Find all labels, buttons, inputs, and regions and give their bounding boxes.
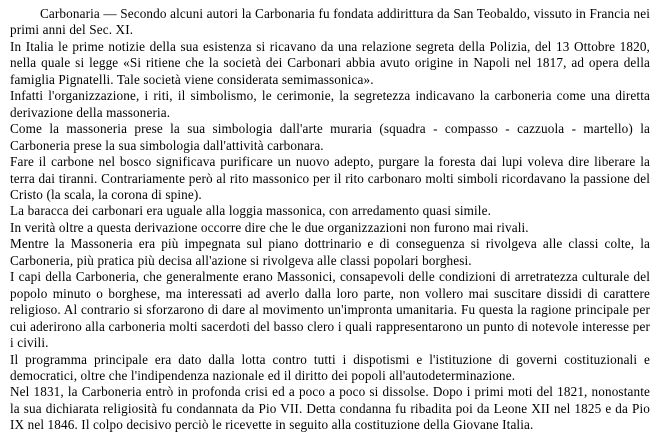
paragraph-3: Infatti l'organizzazione, i riti, il simbolismo, le cerimonie, la segretezza indicavano la carboneria come una diretta derivazione della massoneria. xyxy=(10,88,650,120)
paragraph-1: Carbonaria — Secondo alcuni autori la Carbonaria fu fondata addirittura da San Teobaldo, vissuto in Francia nei primi anni del Sec. XI. xyxy=(10,6,650,38)
paragraph-10: Il programma principale era dato dalla lotta contro tutti i dispotismi e l'istituzione di governi costituzionali e democratici, oltre che l'indipendenza nazionale ed il diritto dei popoli all'autodeterminazione. xyxy=(10,351,650,383)
document-body xyxy=(10,6,650,434)
paragraph-6: La baracca dei carbonari era uguale alla loggia massonica, con arredamento quasi simile. xyxy=(10,203,492,219)
paragraph-8: Mentre la Massoneria era più impegnata sul piano dottrinario e di conseguenza si rivolgeva alle classi colte, la Carboneria, più pratica più decisa all'azione si rivolgeva alle classi popolari borghesi. xyxy=(10,236,650,268)
paragraph-2: In Italia le prime notizie della sua esistenza si ricavano da una relazione segreta della Polizia, del 13 Ottobre 1820, nella quale si legge «Si ritiene che la società dei Carbonari abbia avuto origine in Napoli nel 1817, ad opera della famiglia Pignatelli. Tale società viene considerata semimassonica». xyxy=(10,38,650,87)
paragraph-5: Fare il carbone nel bosco significava purificare un nuovo adepto, purgare la foresta dai lupi voleva dire liberare la terra dai tiranni. Contrariamente però al rito massonico per il rito carbonaro molti simboli ricordavano la passione del Cristo (la scala, la corona di spine). xyxy=(10,154,650,202)
paragraph-4: Come la massoneria prese la sua simbologia dall'arte muraria (squadra - compasso - cazzuola - martello) la Carboneria prese la sua simbologia dall'attività carbonara. xyxy=(10,121,650,153)
paragraph-11: Nel 1831, la Carboneria entrò in profonda crisi ed a poco a poco si dissolse. Dopo i primi moti del 1821, nonostante la sua dichiarata religiosità fu condannata da Pio VII. Detta condanna fu ribadita poi da Leone XII nel 1825 e da Pio IX nel 1846. Il colpo decisivo perciò le ricevette in seguito alla costituzione della Giovane Italia. xyxy=(10,384,650,433)
paragraph-7: In verità oltre a questa derivazione occorre dire che le due organizzazioni non furono mai rivali. xyxy=(10,219,529,235)
paragraph-9: I capi della Carboneria, che generalmente erano Massonici, consapevoli delle condizioni di arretratezza culturale del popolo minuto o borghese, ma interessati ad averlo dalla loro parte, non vollero mai suscitare dissidi di carattere religioso. Al contrario si sforzarono di dare al movimento un'impronta umanitaria. Fu questa la ragione principale per cui aderirono alla carboneria molti sacerdoti del basso clero i quali rappresentarono un punto di notevole interesse per i civili. xyxy=(10,269,650,351)
